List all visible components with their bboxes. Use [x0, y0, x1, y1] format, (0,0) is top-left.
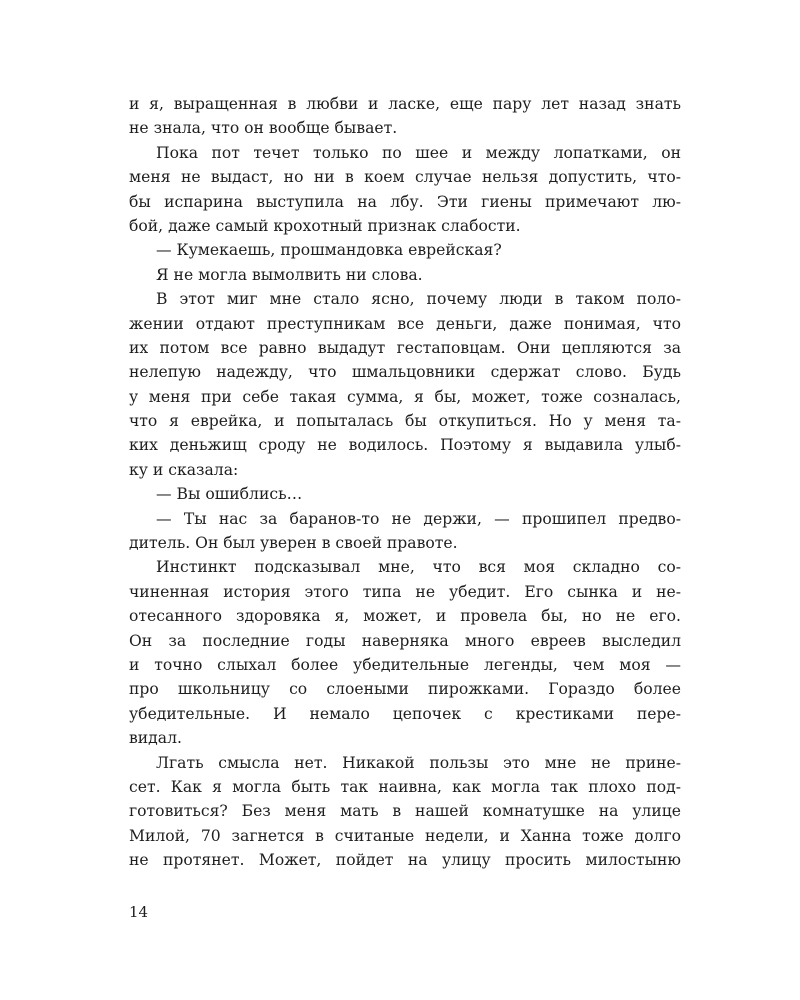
text-line: бы испарина выступила на лбу. Эти гиены примечают лю-	[129, 192, 681, 211]
text-line: жении отдают преступникам все деньги, даже понимая, что	[129, 314, 681, 333]
text-line: сет. Как я могла быть так наивна, как могла так плохо под-	[129, 777, 681, 796]
text-line: — Кумекаешь, прошмандовка еврейская?	[156, 241, 502, 260]
text-line: чиненная история этого типа не убедит. Его сынка и не-	[129, 582, 681, 601]
body-text	[129, 92, 681, 873]
text-line: меня не выдаст, но ни в коем случае нельзя допустить, что-	[129, 168, 681, 187]
text-line: Я не могла вымолвить ни слова.	[156, 265, 423, 284]
text-line: убедительные. И немало цепочек с крестиками пере-	[129, 704, 681, 723]
text-line: не знала, что он вообще бывает.	[129, 119, 398, 138]
text-line: видал.	[129, 729, 182, 748]
text-line: готовиться? Без меня мать в нашей комнатушке на улице	[129, 802, 681, 821]
text-line: и я, выращенная в любви и ласке, еще пару лет назад знать	[129, 95, 681, 113]
text-line: Лгать смысла нет. Никакой пользы это мне не прине-	[156, 753, 681, 772]
text-line: Он за последние годы наверняка много евреев выследил	[129, 631, 681, 650]
text-line: — Вы ошиблись…	[156, 485, 303, 504]
text-line: отесанного здоровяка я, может, и провела бы, но не его.	[129, 607, 681, 626]
text-line: нелепую надежду, что шмальцовники сдержат слово. Будь	[129, 363, 681, 382]
text-line: что я еврейка, и попыталась бы откупиться. Но у меня та-	[129, 412, 681, 431]
text-line: дитель. Он был уверен в своей правоте.	[129, 534, 458, 553]
text-line: В этот миг мне стало ясно, почему люди в таком поло-	[156, 290, 681, 309]
text-line: — Ты нас за баранов-то не держи, — прошипел предво-	[156, 509, 681, 528]
text-line: не протянет. Может, пойдет на улицу просить милостыню	[129, 851, 681, 870]
text-line: Милой, 70 загнется в считаные недели, и Ханна тоже долго	[129, 826, 681, 845]
page-number: 14	[129, 903, 149, 921]
text-line: у меня при себе такая сумма, я бы, может, тоже созналась,	[129, 387, 681, 406]
text-line: Инстинкт подсказывал мне, что вся моя складно со-	[156, 558, 681, 577]
text-line: Пока пот течет только по шее и между лопатками, он	[156, 143, 681, 162]
text-line: про школьницу со слоеными пирожками. Гораздо более	[129, 680, 681, 699]
text-line: и точно слыхал более убедительные легенды, чем моя —	[129, 655, 681, 674]
text-line: ку и сказала:	[129, 460, 239, 479]
text-line: ких деньжищ сроду не водилось. Поэтому я выдавила улыб-	[129, 436, 681, 455]
text-line: бой, даже самый крохотный признак слабости.	[129, 216, 521, 235]
text-line: их потом все равно выдадут гестаповцам. Они цепляются за	[129, 338, 681, 357]
